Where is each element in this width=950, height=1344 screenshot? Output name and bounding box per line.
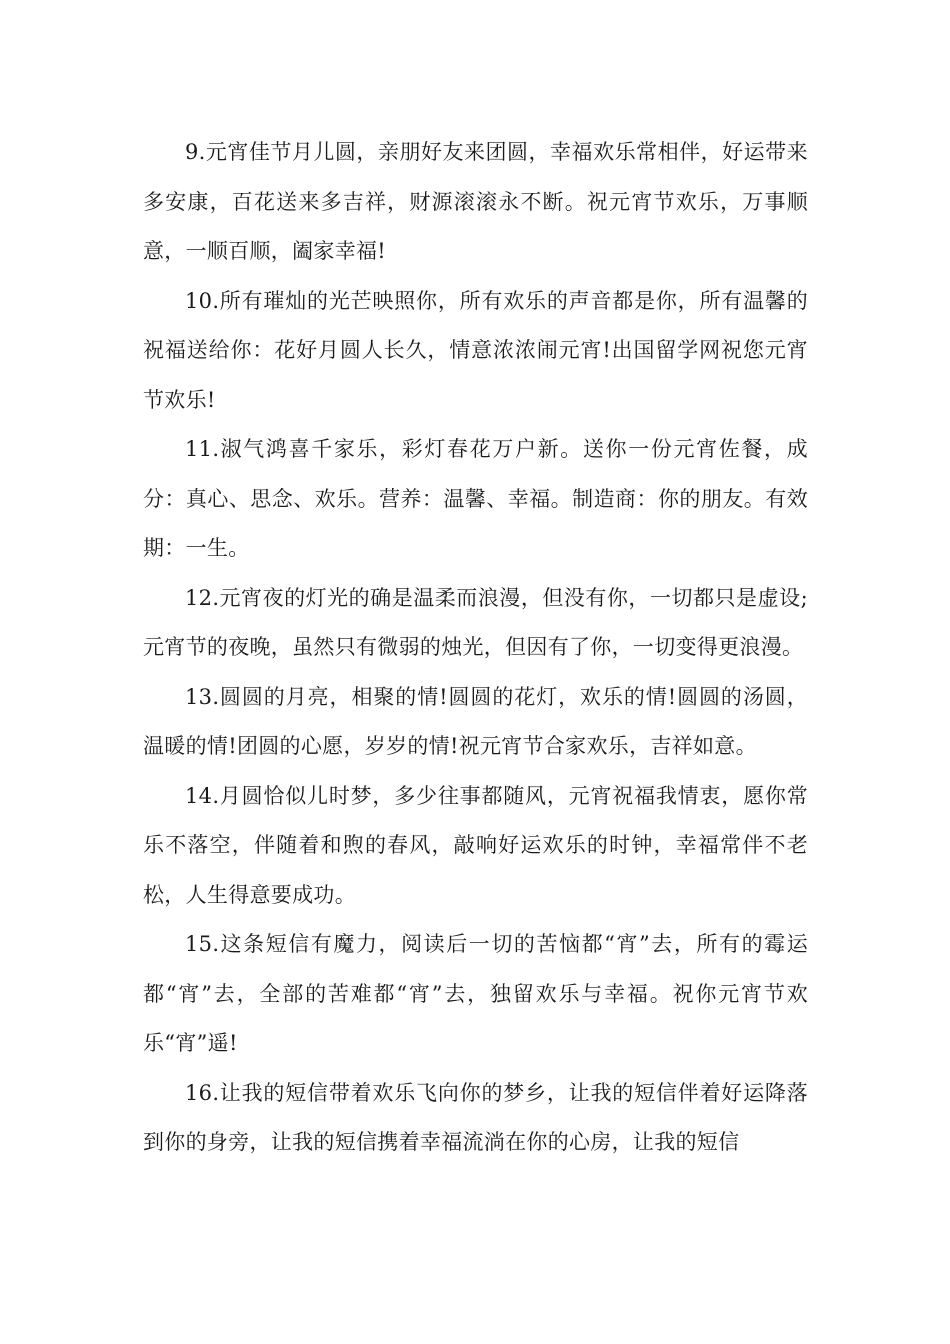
document-body <box>143 128 808 1168</box>
paragraph-16: 16.让我的短信带着欢乐飞向你的梦乡，让我的短信伴着好运降落到你的身旁，让我的短信携着幸福流淌在你的心房，让我的短信 <box>143 1080 808 1154</box>
paragraph-9: 9.元宵佳节月儿圆，亲朋好友来团圆，幸福欢乐常相伴，好运带来多安康，百花送来多吉祥，财源滚滚永不断。祝元宵节欢乐，万事顺意，一顺百顺，阖家幸福! <box>143 140 808 263</box>
paragraph-12: 12.元宵夜的灯光的确是温柔而浪漫，但没有你，一切都只是虚设;元宵节的夜晚，虽然只有微弱的烛光，但因有了你，一切变得更浪漫。 <box>143 585 808 659</box>
paragraph-11: 11.淑气鸿喜千家乐，彩灯春花万户新。送你一份元宵佐餐，成分：真心、思念、欢乐。营养：温馨、幸福。制造商：你的朋友。有效期：一生。 <box>143 437 808 560</box>
paragraph-15: 15.这条短信有魔力，阅读后一切的苦恼都“宵”去，所有的霉运都“宵”去，全部的苦难都“宵”去，独留欢乐与幸福。祝你元宵节欢乐“宵”遥! <box>143 932 808 1055</box>
paragraph-14: 14.月圆恰似儿时梦，多少往事都随风，元宵祝福我情衷，愿你常乐不落空，伴随着和煦的春风，敲响好运欢乐的时钟，幸福常伴不老松，人生得意要成功。 <box>143 783 808 907</box>
paragraph-10: 10.所有璀灿的光芒映照你，所有欢乐的声音都是你，所有温馨的祝福送给你：花好月圆人长久，情意浓浓闹元宵!出国留学网祝您元宵节欢乐! <box>143 288 808 412</box>
paragraph-13: 13.圆圆的月亮，相聚的情!圆圆的花灯，欢乐的情!圆圆的汤圆，温暖的情!团圆的心愿，岁岁的情!祝元宵节合家欢乐，吉祥如意。 <box>143 684 808 758</box>
